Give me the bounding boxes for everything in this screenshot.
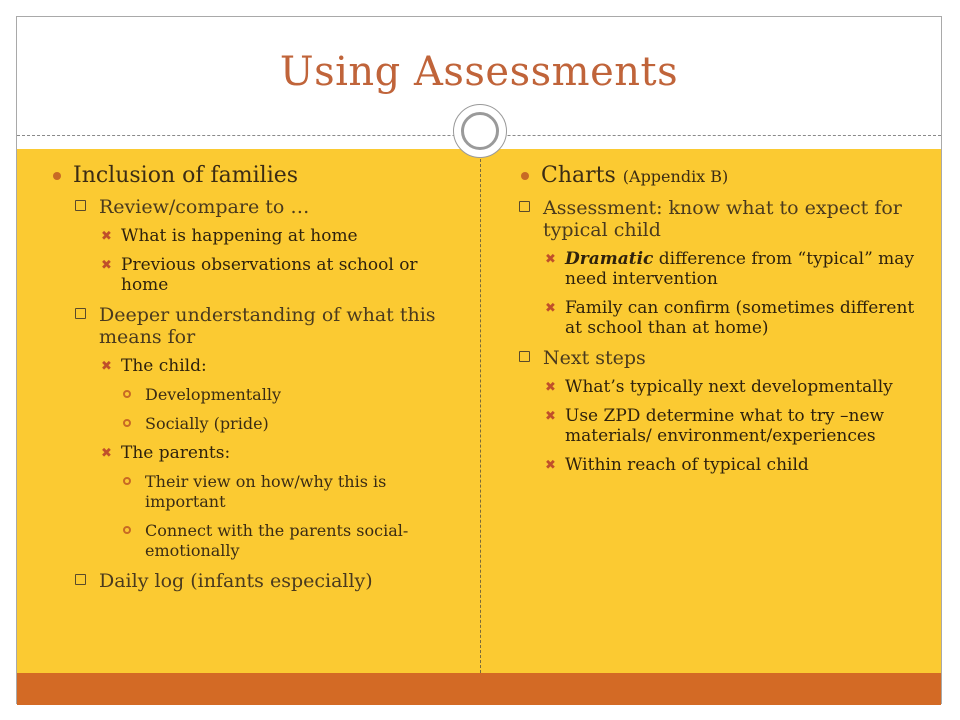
dot-bullet-icon (53, 172, 61, 180)
square-bullet-icon (519, 201, 530, 212)
right-column (519, 163, 929, 484)
next-steps-text: Next steps (543, 347, 646, 369)
parents-subitem (123, 472, 467, 512)
star-bullet-icon: ✖ (545, 301, 556, 316)
parents-subitem-text: Connect with the parents social-emotionally (145, 521, 409, 560)
footer-bar (17, 673, 941, 705)
circle-bullet-icon (123, 390, 131, 398)
review-subitem (99, 255, 467, 295)
next-subitem (543, 455, 929, 475)
square-bullet-icon (519, 351, 530, 362)
left-column (51, 163, 467, 600)
deeper-text: Deeper understanding of what this means for (99, 304, 436, 348)
star-bullet-icon: ✖ (101, 446, 112, 461)
review-text: Review/compare to … (99, 196, 310, 218)
ring-ornament-icon (453, 104, 507, 158)
child-subitem (123, 414, 467, 434)
parents-subitem-text: Their view on how/why this is important (145, 472, 387, 511)
child-subitem-text: Developmentally (145, 385, 281, 404)
review-subitem-text: What is happening at home (121, 226, 358, 246)
parents-label: The parents: (121, 443, 231, 463)
parents-item (99, 443, 467, 463)
dramatic-text: difference from “typical” may need intervention (565, 249, 915, 289)
dramatic-emphasis: Dramatic (565, 249, 654, 269)
child-subitem (123, 385, 467, 405)
review-subitem (99, 226, 467, 246)
next-subitem-text: Use ZPD determine what to try –new materials/ environment/experiences (565, 406, 885, 446)
circle-bullet-icon (123, 477, 131, 485)
star-bullet-icon: ✖ (101, 229, 112, 244)
assessment-item (519, 197, 929, 241)
next-subitem (543, 406, 929, 446)
review-item (75, 196, 467, 218)
assessment-text: Assessment: know what to expect for typical child (543, 197, 902, 241)
star-bullet-icon: ✖ (101, 258, 112, 273)
left-heading-text: Inclusion of families (73, 163, 299, 188)
deeper-item (75, 304, 467, 348)
dot-bullet-icon (521, 172, 529, 180)
ring-inner-circle (461, 112, 499, 150)
daily-log-item (75, 570, 467, 592)
next-subitem (543, 377, 929, 397)
right-heading (519, 163, 929, 189)
square-bullet-icon (75, 200, 86, 211)
dramatic-item (543, 249, 929, 289)
circle-bullet-icon (123, 419, 131, 427)
star-bullet-icon: ✖ (545, 380, 556, 395)
child-item (99, 356, 467, 376)
parents-subitem (123, 521, 467, 561)
left-heading (51, 163, 467, 188)
review-subitem-text: Previous observations at school or home (121, 255, 418, 295)
family-confirm-text: Family can confirm (sometimes different at school than at home) (565, 298, 915, 338)
daily-log-text: Daily log (infants especially) (99, 570, 373, 592)
square-bullet-icon (75, 574, 86, 585)
circle-bullet-icon (123, 526, 131, 534)
square-bullet-icon (75, 308, 86, 319)
content-area (17, 149, 941, 673)
child-subitem-text: Socially (pride) (145, 414, 269, 433)
star-bullet-icon: ✖ (101, 359, 112, 374)
right-heading-text: Charts (541, 163, 616, 188)
star-bullet-icon: ✖ (545, 458, 556, 473)
star-bullet-icon: ✖ (545, 252, 556, 267)
next-subitem-text: What’s typically next developmentally (565, 377, 893, 397)
right-heading-note: (Appendix B) (622, 167, 729, 186)
star-bullet-icon: ✖ (545, 409, 556, 424)
next-steps-item (519, 347, 929, 369)
column-divider (480, 149, 481, 673)
slide-title: Using Assessments (279, 49, 679, 95)
family-confirm-item (543, 298, 929, 338)
next-subitem-text: Within reach of typical child (565, 455, 809, 475)
child-label: The child: (121, 356, 207, 376)
